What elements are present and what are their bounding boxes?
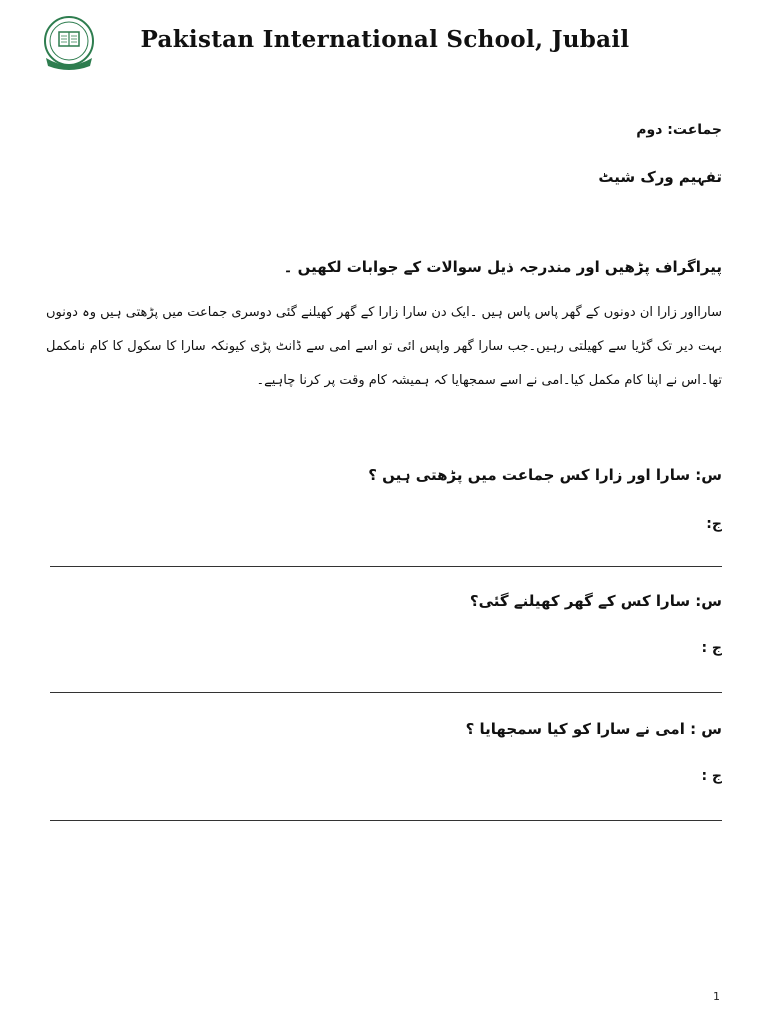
answer-line-2	[50, 692, 722, 693]
question-3: س : امی نے سارا کو کیا سمجھایا ؟	[465, 720, 722, 738]
answer-label-2: ج :	[701, 640, 722, 656]
reading-paragraph: سارااور زارا ان دونوں کے گھر پاس پاس ہیں ۔ایک دن سارا زارا کے گھر کھیلنے گئی دوسری جماعت میں پڑھتی ہیں وہ دونوں بہت دیر تک گڑیا سے کھیلتی رہیں۔جب سارا گھر واپس ائی تو اسے امی سے ڈانٹ پڑی کیونکہ سارا کا سکول کا کام نامکمل تھا۔اس نے اپنا کام مکمل کیا۔امی نے اسے سمجھایا کہ ہمیشہ کام وقت پر کرنا چاہیے۔	[46, 305, 722, 388]
answer-label-1: ج:	[706, 516, 722, 532]
worksheet-title: تفہیم ورک شیٹ	[598, 168, 722, 186]
page-number: 1	[713, 990, 720, 1003]
answer-label-3: ج :	[701, 768, 722, 784]
answer-line-1	[50, 566, 722, 567]
school-name: Pakistan International School, Jubail	[140, 26, 630, 53]
school-logo	[40, 14, 98, 72]
class-label: جماعت: دوم	[636, 122, 722, 138]
instruction: پیراگراف پڑھیں اور مندرجہ ذیل سوالات کے جوابات لکھیں ۔	[283, 258, 722, 276]
question-1: س: سارا اور زارا کس جماعت میں پڑھتی ہیں ؟	[368, 466, 722, 484]
question-2: س: سارا کس کے گھر کھیلنے گئی؟	[469, 592, 722, 610]
answer-line-3	[50, 820, 722, 821]
